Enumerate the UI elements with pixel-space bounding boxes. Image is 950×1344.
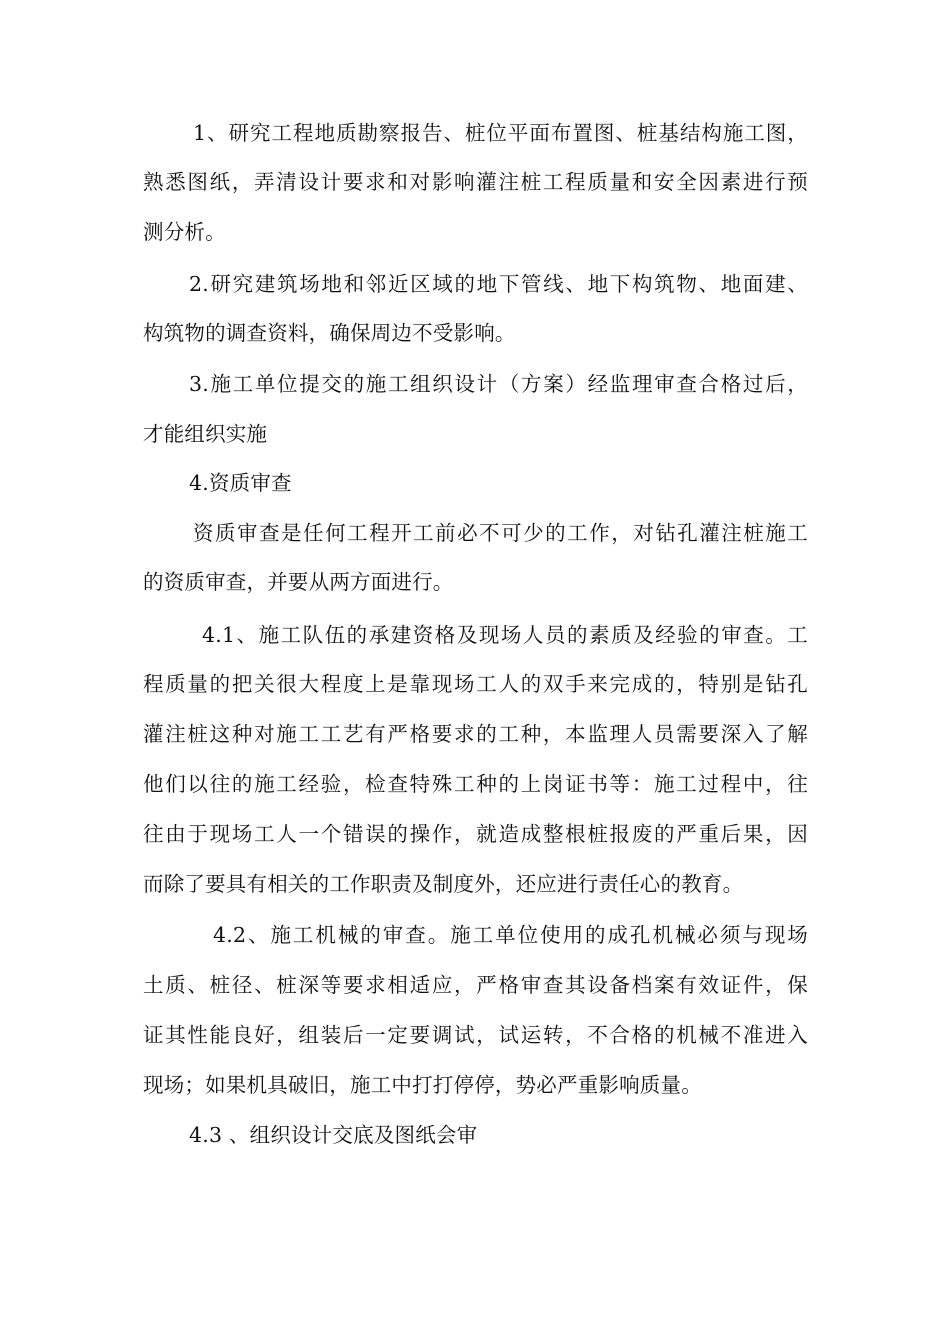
paragraph-2-line-1: 2.研究建筑场地和邻近区域的地下管线、地下构筑物、地面建、	[189, 272, 808, 296]
paragraph-4-1-line-2: 程质量的把关很大程度上是靠现场工人的双手来完成的，特别是钻孔	[143, 672, 808, 696]
paragraph-4-1-line-6: 而除了要具有相关的工作职责及制度外，还应进行责任心的教育。	[143, 872, 744, 896]
paragraph-1-line-2: 熟悉图纸，弄清设计要求和对影响灌注桩工程质量和安全因素进行预	[143, 170, 808, 194]
paragraph-4-1-line-1: 4.1、施工队伍的承建资格及现场人员的素质及经验的审查。工	[202, 623, 808, 647]
paragraph-1-line-3: 测分析。	[143, 220, 226, 244]
section-heading-4: 4.资质审查	[189, 471, 292, 495]
paragraph-4-2-line-3: 证其性能良好，组装后一定要调试，试运转，不合格的机械不准进入	[143, 1023, 808, 1047]
paragraph-1-line-1: 1、研究工程地质勘察报告、桩位平面布置图、桩基结构施工图，	[193, 121, 808, 145]
paragraph-4-1-line-4: 他们以往的施工经验，检查特殊工种的上岗证书等：施工过程中，往	[143, 772, 808, 796]
paragraph-4-1-line-5: 往由于现场工人一个错误的操作，就造成整根桩报废的严重后果，因	[143, 822, 808, 846]
paragraph-4-1-line-3: 灌注桩这种对施工工艺有严格要求的工种，本监理人员需要深入了解	[143, 722, 808, 746]
paragraph-4-line-1: 资质审查是任何工程开工前必不可少的工作，对钻孔灌注桩施工	[193, 521, 808, 545]
paragraph-4-line-2: 的资质审查，并要从两方面进行。	[143, 570, 454, 594]
paragraph-4-2-line-2: 土质、桩径、桩深等要求相适应，严格审查其设备档案有效证件，保	[143, 973, 808, 997]
paragraph-2-line-2: 构筑物的调查资料，确保周边不受影响。	[143, 321, 516, 345]
paragraph-3-line-1: 3.施工单位提交的施工组织设计（方案）经监理审查合格过后，	[189, 372, 808, 396]
paragraph-3-line-2: 才能组织实施	[143, 422, 268, 446]
section-heading-4-3: 4.3 、组织设计交底及图纸会审	[189, 1123, 478, 1147]
paragraph-4-2-line-4: 现场；如果机具破旧，施工中打打停停，势必严重影响质量。	[143, 1073, 702, 1097]
paragraph-4-2-line-1: 4.2、施工机械的审查。施工单位使用的成孔机械必须与现场	[213, 923, 808, 947]
